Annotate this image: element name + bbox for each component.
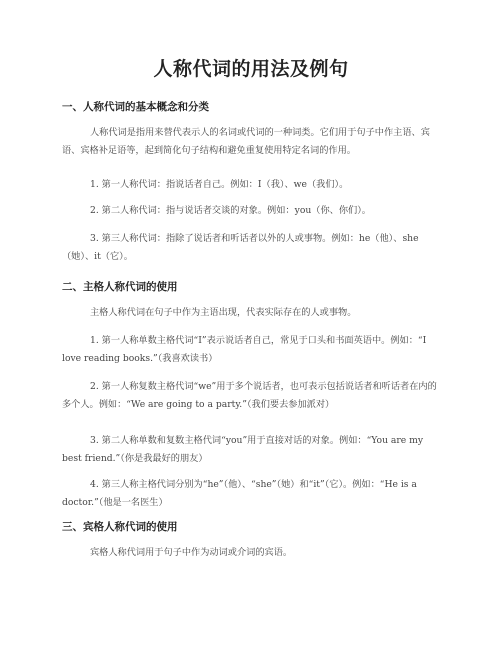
section-2-list-item-1: 1. 第一人称单数主格代词“I”表示说话者自己，常见于口头和书面英语中。例如：“I love reading books.”（我喜欢读书） — [62, 335, 427, 364]
section-1-list-item-1: 1. 第一人称代词：指说话者自己。例如：I（我）、we（我们）。 — [90, 179, 349, 190]
section-1-list-item-3: 3. 第三人称代词：指除了说话者和听话者以外的人或事物。例如：he（他）、she（她）、it（它）。 — [62, 233, 419, 262]
page-title: 人称代词的用法及例句 — [153, 58, 349, 80]
section-3-paragraph-intro: 宾格人称代词用于句子中作为动词或介词的宾语。 — [90, 547, 293, 558]
section-2-list-item-2: 2. 第一人称复数主格代词“we”用于多个说话者，也可表示包括说话者和听话者在内的多个人。例如：“We are going to a party.”（我们要去参加派对） — [62, 381, 437, 410]
section-heading-1: 一、人称代词的基本概念和分类 — [62, 101, 209, 113]
section-1-list-item-2: 2. 第二人称代词：指与说话者交谈的对象。例如：you（你、你们）。 — [90, 205, 371, 216]
section-heading-3: 三、宾格人称代词的使用 — [62, 521, 178, 533]
section-2-list-item-3: 3. 第二人称单数和复数主格代词“you”用于直接对话的对象。例如：“You are my best friend.”（你是我最好的朋友） — [62, 435, 424, 464]
section-heading-2: 二、主格人称代词的使用 — [62, 281, 178, 293]
section-2-paragraph-intro: 主格人称代词在句子中作为主语出现，代表实际存在的人或事物。 — [90, 307, 357, 318]
section-1-paragraph-intro: 人称代词是指用来替代表示人的名词或代词的一种词类。它们用于句子中作主语、宾语、宾格补足语等，起到简化句子结构和避免重复使用特定名词的作用。 — [62, 127, 430, 156]
section-2-list-item-4: 4. 第三人称主格代词分别为“he”（他）、“she”（她）和“it”（它）。例如：“He is a doctor.”（他是一名医生） — [62, 479, 417, 508]
